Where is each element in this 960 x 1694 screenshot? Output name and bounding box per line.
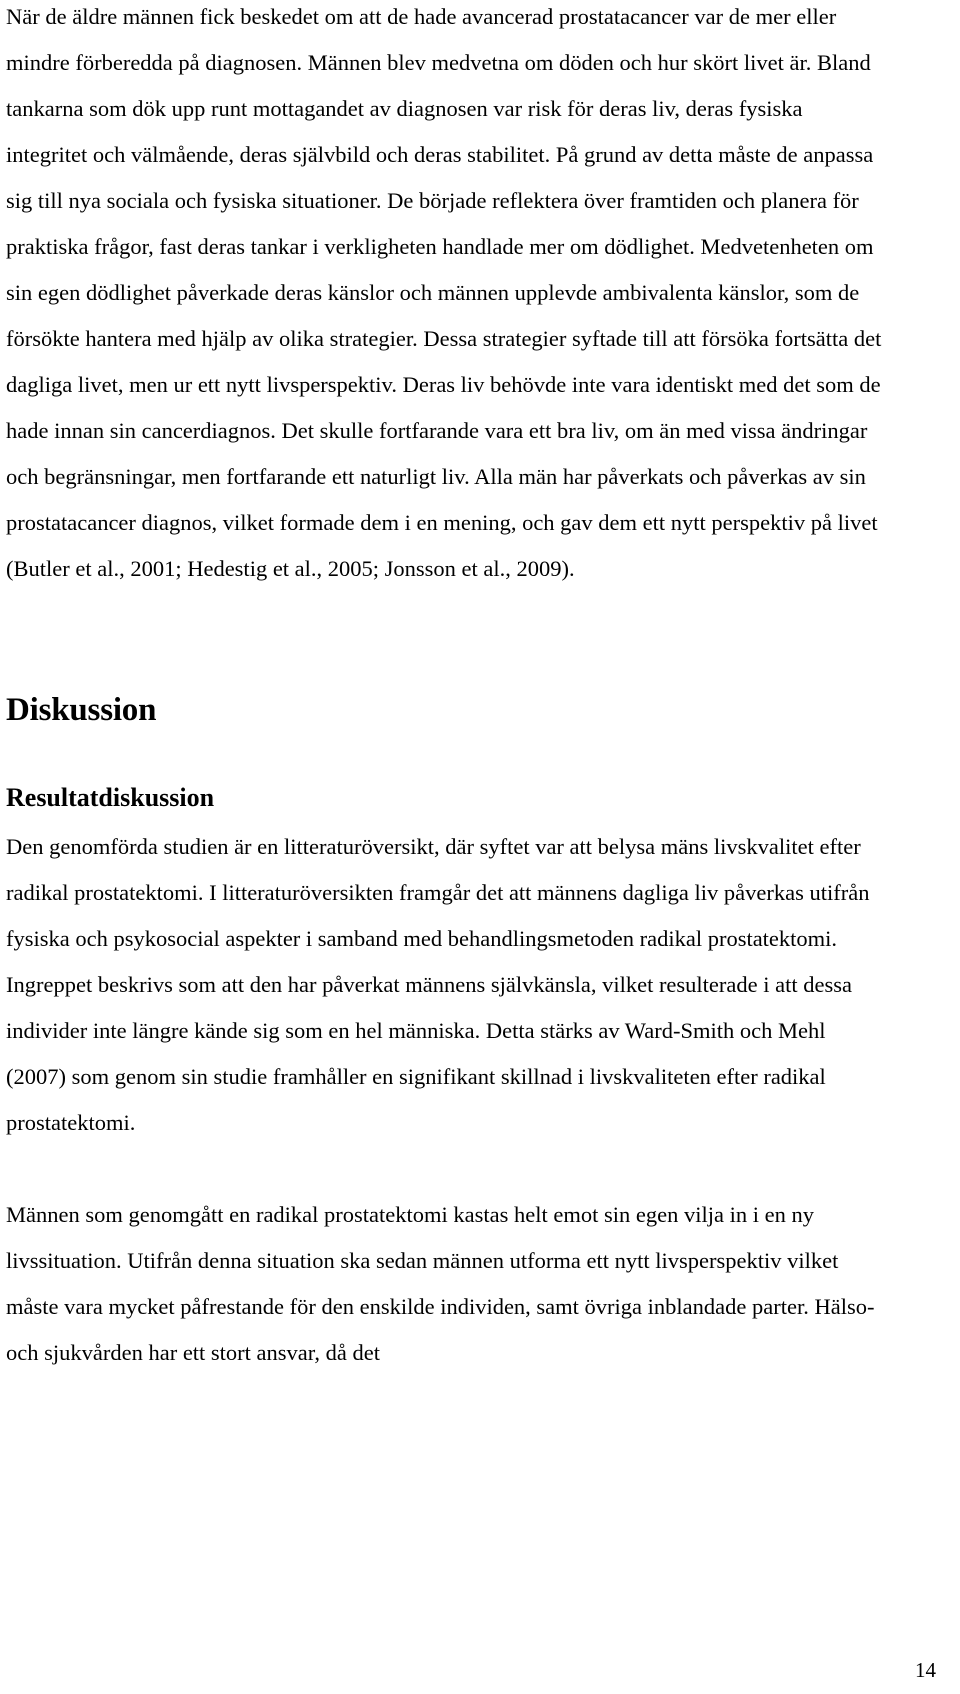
document-page [6, 0, 886, 1376]
spacer [6, 734, 886, 778]
body-paragraph: Männen som genomgått en radikal prostatektomi kastas helt emot sin egen vilja in i en ny livssituation. Utifrån denna situation ska sedan männen utforma ett nytt livsperspektiv vilket måste vara mycket påfrestande för den enskilde individen, samt övriga inblandade parter. Hälso- och sjukvården har ett stort ansvar, då det [6, 1202, 875, 1365]
subsection-heading: Resultatdiskussion [6, 783, 215, 812]
spacer [6, 592, 886, 686]
body-paragraph: När de äldre männen fick beskedet om att de hade avancerad prostatacancer var de mer eller mindre förberedda på diagnosen. Männen blev medvetna om döden och hur skört livet är. Bland tankarna som dök upp runt mottagandet av diagnosen var risk för deras liv, deras fysiska integritet och välmående, deras självbild och deras stabilitet. På grund av detta måste de anpassa sig till nya sociala och fysiska situationer. De började reflektera över framtiden och planera för praktiska frågor, fast deras tankar i verkligheten handlade mer om dödlighet. Medvetenheten om sin egen dödlighet påverkade deras känslor och männen upplevde ambivalenta känslor, som de försökte hantera med hjälp av olika strategier. Dessa strategier syftade till att försöka fortsätta det dagliga livet, men ur ett nytt livsperspektiv. Deras liv behövde inte vara identiskt med det som de hade innan sin cancerdiagnos. Det skulle fortfarande vara ett bra liv, om än med vissa ändringar och begränsningar, men fortfarande ett naturligt liv. Alla män har påverkats och påverkas av sin prostatacancer diagnos, vilket formade dem i en mening, och gav dem ett nytt perspektiv på livet (Butler et al., 2001; Hedestig et al., 2005; Jonsson et al., 2009). [6, 4, 882, 581]
spacer [6, 1146, 886, 1192]
section-heading: Diskussion [6, 692, 157, 728]
page-number: 14 [915, 1658, 936, 1682]
body-paragraph: Den genomförda studien är en litteraturöversikt, där syftet var att belysa mäns livskvalitet efter radikal prostatektomi. I litteraturöversikten framgår det att männens dagliga liv påverkas utifrån fysiska och psykosocial aspekter i samband med behandlingsmetoden radikal prostatektomi. Ingreppet beskrivs som att den har påverkat männens självkänsla, vilket resulterade i att dessa individer inte längre kände sig som en hel människa. Detta stärks av Ward-Smith och Mehl (2007) som genom sin studie framhåller en signifikant skillnad i livskvaliteten efter radikal prostatektomi. [6, 834, 870, 1135]
